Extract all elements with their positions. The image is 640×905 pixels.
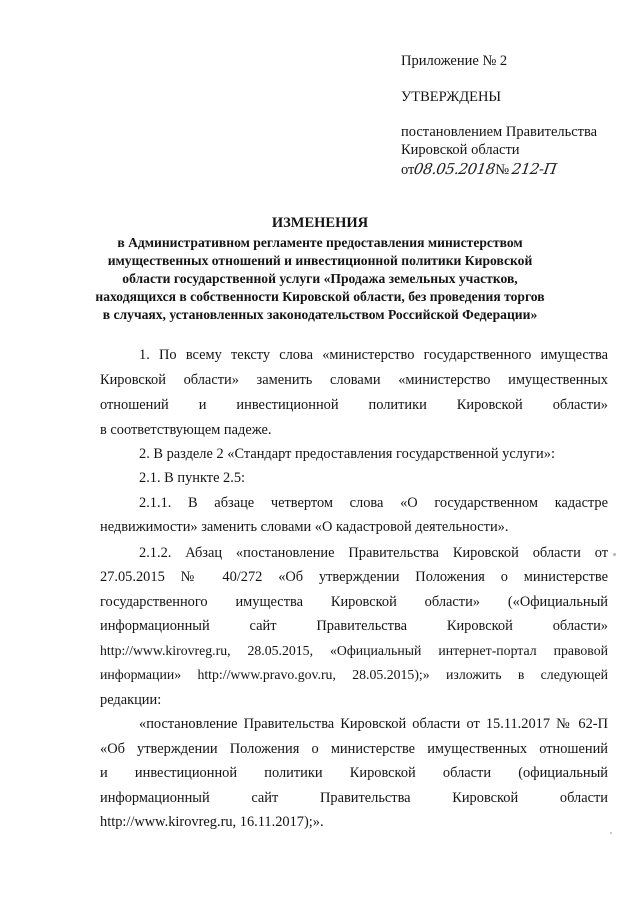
number-sign: №	[495, 162, 510, 178]
body-line: информации» http://www.pravo.gov.ru, 28.05.2015);» изложить в следующей	[100, 667, 608, 682]
body-line: недвижимости» заменить словами «О кадастровой деятельности».	[100, 519, 509, 535]
appendix-label: Приложение № 2	[401, 53, 508, 69]
document-heading: ИЗМЕНЕНИЯ	[271, 215, 369, 231]
body-line: Кировской области» заменить словами «министерство имущественных	[100, 372, 608, 388]
body-line: 1. По всему тексту слова «министерство государственного имущества	[139, 347, 608, 363]
body-line: 2.1.2. Абзац «постановление Правительства Кировской области от	[139, 545, 608, 561]
approved-label: УТВЕРЖДЕНЫ	[401, 89, 502, 105]
body-line: http://www.kirovreg.ru, 28.05.2015, «Официальный интернет-портал правовой	[100, 643, 608, 658]
body-line: в соответствующем падеже.	[100, 422, 272, 438]
body-line: информационный сайт Правительства Кировской области»	[100, 618, 608, 634]
body-line: информационный сайт Правительства Кировской области	[100, 790, 608, 806]
scan-speck	[610, 832, 612, 834]
title-line-3: области государственной услуги «Продажа земельных участков,	[122, 271, 518, 286]
handwritten-date: 08.05.2018	[413, 160, 497, 178]
body-line: редакции:	[100, 692, 162, 708]
body-line: и инвестиционной политики Кировской области (официальный	[100, 765, 608, 781]
title-line-4: находящихся в собственности Кировской области, без проведения торгов	[95, 289, 545, 304]
decree-date-line	[401, 160, 556, 179]
scan-speck	[613, 553, 616, 556]
body-line: http://www.kirovreg.ru, 16.11.2017);».	[100, 814, 324, 830]
body-line: «постановление Правительства Кировской области от 15.11.2017 № 62-П	[139, 716, 608, 732]
body-line: 2.1. В пункте 2.5:	[139, 470, 246, 486]
body-line: отношений и инвестиционной политики Кировской области»	[100, 397, 608, 413]
title-line-5: в случаях, установленных законодательством Российской Федерации»	[102, 307, 538, 322]
body-line: «Об утверждении Положения о министерстве имущественных отношений	[100, 741, 608, 757]
body-line: государственного имущества Кировской области» («Официальный	[100, 594, 608, 610]
title-line-1: в Административном регламенте предоставления министерством	[117, 235, 523, 250]
title-line-2: имущественных отношений и инвестиционной политики Кировской	[107, 253, 533, 268]
decree-line-2: Кировской области	[401, 142, 520, 158]
handwritten-number: 212-П	[510, 160, 558, 178]
body-line: 2. В разделе 2 «Стандарт предоставления государственной услуги»:	[139, 446, 555, 462]
body-line: 2.1.1. В абзаце четвертом слова «О государственном кадастре	[139, 495, 608, 511]
body-line: 27.05.2015 № 40/272 «Об утверждении Положения о министерстве	[100, 569, 608, 585]
decree-line-1: постановлением Правительства	[401, 124, 598, 140]
date-prefix: от	[401, 162, 415, 178]
